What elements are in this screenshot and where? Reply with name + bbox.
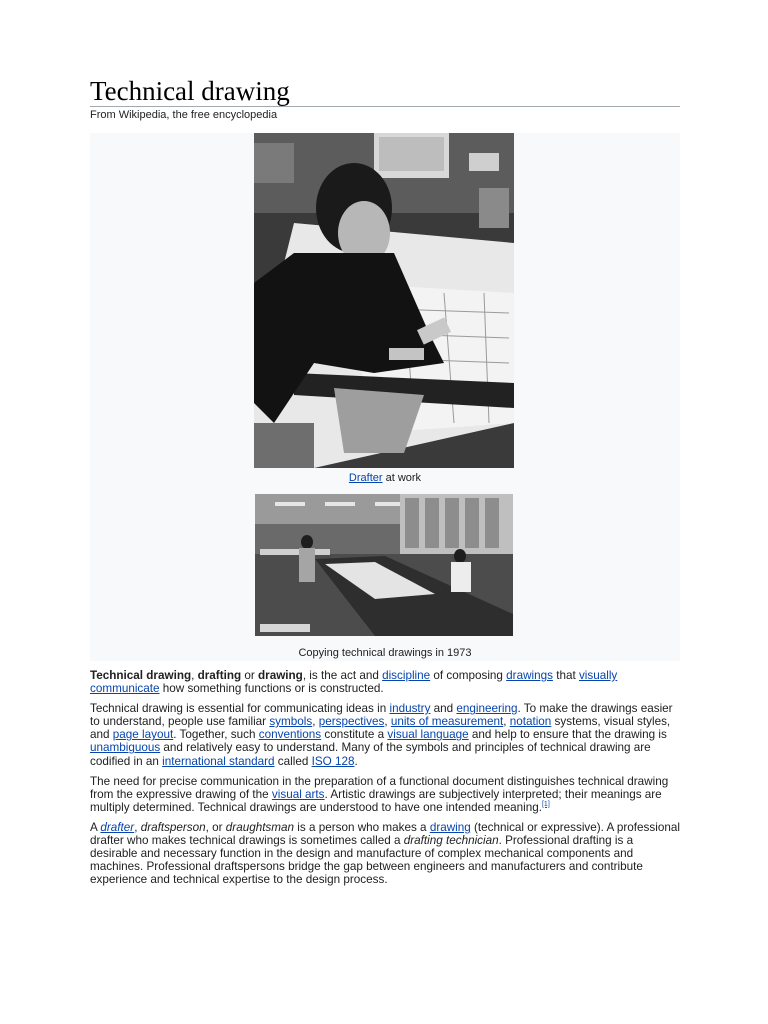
link-drafter[interactable] xyxy=(100,821,134,834)
link-conventions[interactable]: conventions xyxy=(258,728,322,742)
text-run: systems, visual styles, and xyxy=(90,715,671,742)
page-title: Technical drawing xyxy=(90,76,290,106)
text-run: that xyxy=(552,669,579,682)
reference-link[interactable]: [1] xyxy=(541,800,550,808)
link-drawing[interactable]: drawing xyxy=(429,820,471,834)
text-run: , xyxy=(134,820,141,834)
text-run: . To make the drawings easier to understand, people use familiar xyxy=(90,702,673,729)
link-industry[interactable]: industry xyxy=(389,702,431,716)
copying-room-photo[interactable] xyxy=(255,494,513,636)
tagline: From Wikipedia, the free encyclopedia xyxy=(90,109,278,121)
caption-text: at work xyxy=(382,472,422,484)
text-run: how something functions or is constructed. xyxy=(159,682,384,696)
link-notation[interactable]: notation xyxy=(509,715,552,729)
paragraph-1 xyxy=(90,669,680,695)
bold-term: drawing xyxy=(258,669,303,682)
link-perspectives[interactable]: perspectives xyxy=(318,715,385,729)
text-run: or xyxy=(241,669,258,682)
link-discipline[interactable]: discipline xyxy=(382,669,431,682)
italic-term: draftsperson xyxy=(140,820,206,834)
text-run: . Together, such xyxy=(173,728,259,742)
bold-term: drafting xyxy=(197,669,242,682)
text-run: , xyxy=(312,715,319,729)
link-international-standard[interactable]: international standard xyxy=(162,754,275,768)
caption-link-drafter[interactable]: Drafter xyxy=(348,472,383,484)
link-page-layout[interactable]: page layout xyxy=(112,728,174,742)
text-run: (technical or expressive). A professional drafter who makes technical drawings is sometimes called a xyxy=(90,820,680,848)
text-run: , or xyxy=(205,820,226,834)
link-iso-128[interactable]: ISO 128 xyxy=(311,754,355,768)
paragraph-4 xyxy=(90,821,680,886)
title-divider xyxy=(90,106,680,107)
italic-term: drafting technician xyxy=(403,834,499,848)
article-body xyxy=(90,669,680,893)
paragraph-3 xyxy=(90,775,680,814)
text-run: and xyxy=(430,702,457,716)
link-visual-arts[interactable]: visual arts xyxy=(271,787,325,801)
text-run: and relatively easy to understand. Many of the symbols and principles of technical drawing are codified in an xyxy=(90,741,651,768)
drafter-photo-graphic xyxy=(254,133,514,468)
text-run: . xyxy=(354,754,358,768)
link-units-of-measurement[interactable]: units of measurement xyxy=(390,715,504,729)
drafter-photo[interactable] xyxy=(254,133,514,468)
copying-room-photo-graphic xyxy=(255,494,513,636)
text-run: , xyxy=(191,669,198,682)
text-run: The need for precise communication in the preparation of a functional document distinguishes technical drawing from the expressive drawing of the xyxy=(90,774,669,801)
text-run: A xyxy=(90,820,101,834)
italic-term: draughtsman xyxy=(225,820,295,834)
link-drawings[interactable]: drawings xyxy=(506,669,553,682)
link-symbols[interactable]: symbols xyxy=(269,715,313,729)
figure-box xyxy=(90,133,680,661)
link-visual-language[interactable]: visual language xyxy=(387,728,469,742)
text-run: . Artistic drawings are subjectively interpreted; their meanings are multiply determined. Technical drawings are understood to have one intended meaning. xyxy=(90,787,662,814)
text-run: of composing xyxy=(430,669,507,682)
bold-term: Technical drawing xyxy=(90,669,192,682)
text-run: . Professional drafting is a desirable and necessary function in the design and manufacture of complex mechanical components and machines. Professional draftspersons bridge the gap between engineers and manufacturers and contribute experience and technical expertise to the design process. xyxy=(90,834,643,887)
link-engineering[interactable]: engineering xyxy=(456,702,518,716)
text-run: , xyxy=(384,715,391,729)
italic-term: drafter xyxy=(100,820,135,834)
text-run: is a person who makes a xyxy=(294,820,430,834)
link-unambiguous[interactable]: unambiguous xyxy=(90,741,161,755)
text-run: , xyxy=(503,715,510,729)
figure-caption-2: Copying technical drawings in 1973 xyxy=(298,647,472,659)
figure-caption-1 xyxy=(90,472,680,484)
text-run: called xyxy=(274,754,312,768)
text-run: constitute a xyxy=(321,728,388,742)
link-visually-communicate[interactable]: visually communicate xyxy=(90,669,618,696)
text-run: , is the act and xyxy=(302,669,383,682)
paragraph-2 xyxy=(90,702,680,767)
text-run: Technical drawing is essential for communicating ideas in xyxy=(90,702,390,716)
text-run: and help to ensure that the drawing is xyxy=(468,728,667,742)
